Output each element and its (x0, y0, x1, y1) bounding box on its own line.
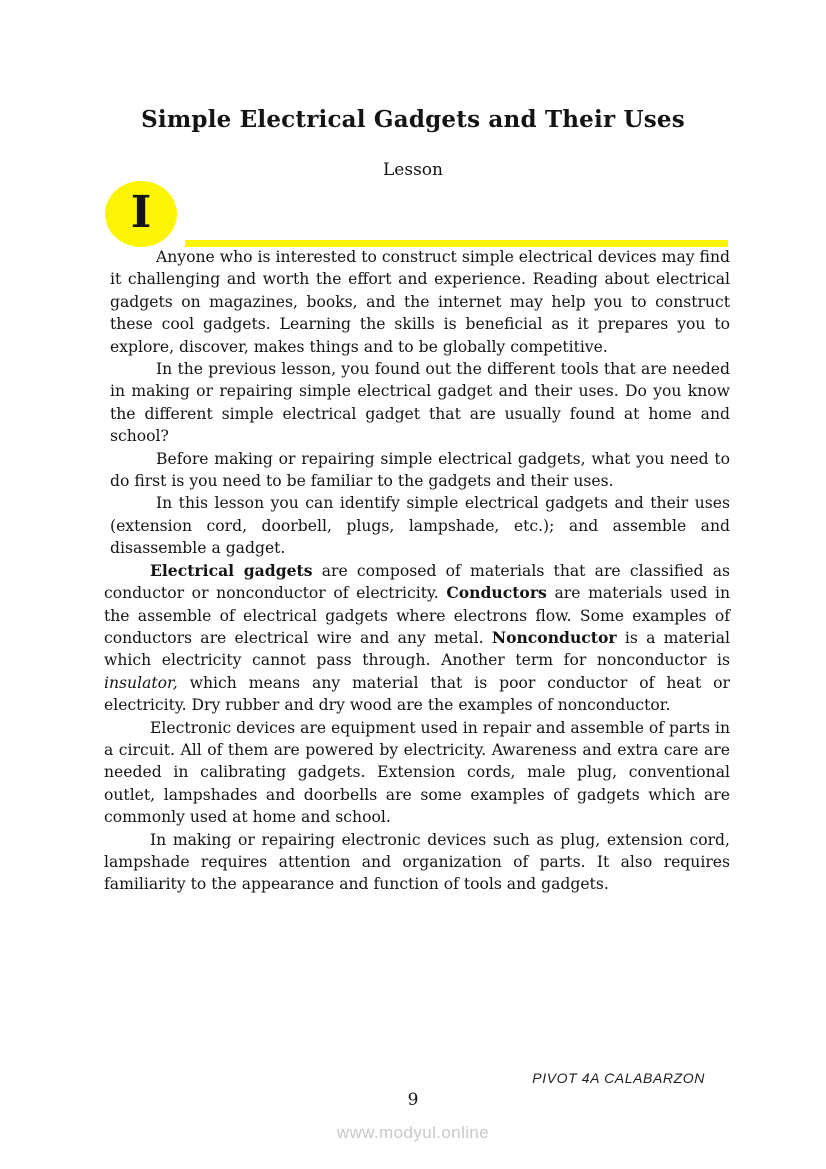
lesson-label: Lesson (383, 160, 443, 180)
paragraph-7: In making or repairing electronic devices such as plug, extension cord, lampshade requires attention and organization of parts. It also requires familiarity to the appearance and function of tools and gadgets. (104, 830, 730, 894)
footer-imprint: PIVOT 4A CALABARZON (532, 1070, 705, 1086)
paragraph-6: Electronic devices are equipment used in repair and assemble of parts in a circuit. All of them are powered by electricity. Awareness and extra care are needed in calibrating gadgets. Extension cords, male plug, conventional outlet, lampshades and doorbells are some examples of gadgets which are commonly used at home and school. (104, 718, 730, 827)
paragraph-4: In this lesson you can identify simple electrical gadgets and their uses (extension cord, doorbell, plugs, lampshade, etc.); and assemble and disassemble a gadget. (110, 494, 730, 558)
lesson-number-badge (105, 181, 177, 247)
paragraph-2: In the previous lesson, you found out the different tools that are needed in making or repairing simple electrical gadget and their uses. Do you know the different simple electrical gadget that are usually found at home and school? (110, 360, 730, 446)
page-title: Simple Electrical Gadgets and Their Uses (141, 106, 685, 133)
paragraph-3: Before making or repairing simple electrical gadgets, what you need to do first is you need to be familiar to the gadgets and their uses. (110, 449, 730, 491)
paragraph-1: Anyone who is interested to construct simple electrical devices may find it challenging and worth the effort and experience. Reading about electrical gadgets on magazines, books, and the internet may help you to construct these cool gadgets. Learning the skills is beneficial as it prepares you to explore, discover, makes things and to be globally competitive. (110, 248, 730, 356)
intro-block (104, 246, 730, 560)
body-text (104, 246, 730, 896)
lesson-number: I (130, 187, 152, 238)
watermark-text: www.modyul.online (336, 1123, 490, 1142)
discussion-block (104, 560, 730, 896)
paragraph-5: Electrical gadgets are composed of materials that are classified as conductor or nonconductor of electricity. Conductors are materials used in the assemble of electrical gadgets where electrons flow. Some examples of conductors are electrical wire and any metal. Nonconductor is a material which electricity cannot pass through. Another term for nonconductor is insulator, which means any material that is poor conductor of heat or electricity. Dry rubber and dry wood are the examples of nonconductor. (104, 560, 730, 715)
page-number: 9 (407, 1090, 419, 1110)
